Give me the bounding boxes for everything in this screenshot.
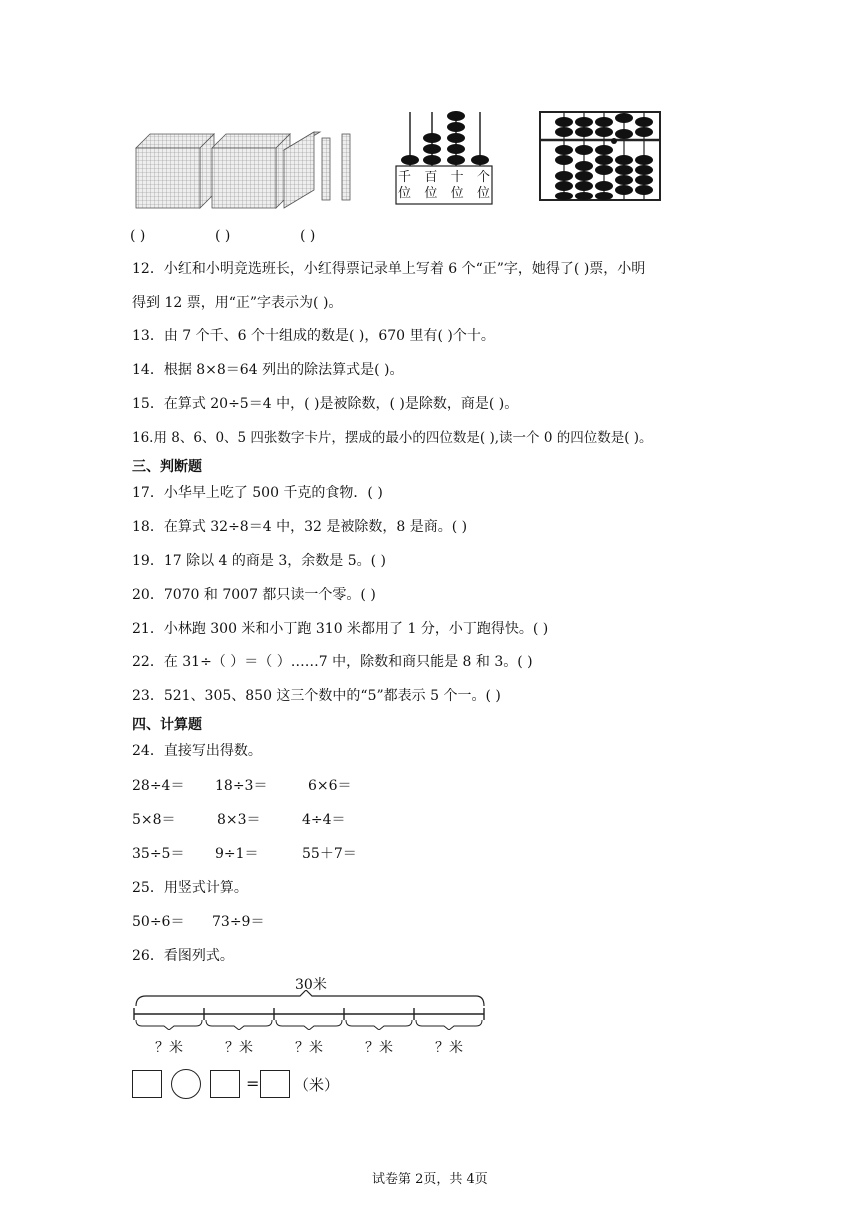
calc-item: 55＋7＝ <box>302 846 357 862</box>
q12-line2: 得到 12 票，用“正”字表示为( )。 <box>132 295 343 311</box>
ten-rod-2 <box>342 134 350 200</box>
q25-item-2: 73÷9＝ <box>212 914 265 930</box>
q23: 23．521、305、850 这三个数中的“5”都表示 5 个一。( ) <box>132 688 501 704</box>
segment-label: ？米 <box>435 1040 463 1056</box>
ten-rod-1 <box>322 138 330 200</box>
q19: 19．17 除以 4 的商是 3，余数是 5。( ) <box>132 553 386 569</box>
figure-blank-3[interactable]: ( ) <box>300 228 316 244</box>
q25-title: 25．用竖式计算。 <box>132 880 248 896</box>
q15: 15．在算式 20÷5＝4 中，( )是被除数，( )是除数，商是( )。 <box>132 396 519 412</box>
q17: 17．小华早上吃了 500 千克的食物．( ) <box>132 485 383 501</box>
answer-box-2[interactable] <box>210 1070 240 1098</box>
q24-title: 24．直接写出得数。 <box>132 743 262 759</box>
place-label-tens: 十 位 <box>450 170 464 201</box>
q20: 20．7070 和 7007 都只读一个零。( ) <box>132 587 376 603</box>
place-value-labels <box>398 170 490 202</box>
q22: 22．在 31÷（ ）＝（ ）……7 中，除数和商只能是 8 和 3。( ) <box>132 654 533 670</box>
q26-title: 26．看图列式。 <box>132 948 234 964</box>
calc-item: 9÷1＝ <box>215 846 259 862</box>
place-label-ones: 个 位 <box>476 170 490 201</box>
page-footer: 试卷第 2页，共 4页 <box>372 1172 488 1187</box>
calc-item: 35÷5＝ <box>132 846 185 862</box>
q16: 16.用 8、6、0、5 四张数字卡片，摆成的最小的四位数是( ),读一个 0 的四位数是( )。 <box>132 430 653 446</box>
thousand-cube-1 <box>136 134 214 208</box>
calc-item: 6×6＝ <box>308 778 352 794</box>
base-ten-blocks-figure <box>130 128 360 210</box>
q14: 14．根据 8×8＝64 列出的除法算式是( )。 <box>132 362 404 378</box>
place-label-hundreds: 百 位 <box>424 170 438 201</box>
q12-line1: 12．小红和小明竞选班长，小红得票记录单上写着 6 个“正”字，她得了( )票，小明 <box>132 261 646 277</box>
segment-label: ？米 <box>225 1040 253 1056</box>
calc-item: 4÷4＝ <box>302 812 346 828</box>
figure-blank-1[interactable]: ( ) <box>130 228 146 244</box>
q21: 21．小林跑 300 米和小丁跑 310 米都用了 1 分，小丁跑得快。( ) <box>132 621 549 637</box>
calc-item: 28÷4＝ <box>132 778 185 794</box>
thousand-cube-2 <box>212 134 290 208</box>
calc-item: 5×8＝ <box>132 812 176 828</box>
unit-label: （米） <box>294 1076 340 1094</box>
place-label-thousands: 千 位 <box>398 170 412 201</box>
segment-diagram <box>130 990 490 1030</box>
figure-blank-2[interactable]: ( ) <box>215 228 231 244</box>
answer-box-result[interactable] <box>260 1070 290 1098</box>
q25-item-1: 50÷6＝ <box>132 914 185 930</box>
q18: 18．在算式 32÷8＝4 中，32 是被除数，8 是商。( ) <box>132 519 468 535</box>
segment-label: ？米 <box>365 1040 393 1056</box>
operator-circle[interactable] <box>171 1069 201 1099</box>
segment-label: ？米 <box>295 1040 323 1056</box>
section3-title: 三、判断题 <box>132 459 202 475</box>
section4-title: 四、计算题 <box>132 717 202 733</box>
calc-item: 18÷3＝ <box>215 778 268 794</box>
segment-label: ？米 <box>155 1040 183 1056</box>
equals-sign: = <box>246 1074 260 1093</box>
calc-item: 8×3＝ <box>217 812 261 828</box>
q13: 13．由 7 个千、6 个十组成的数是( )，670 里有( )个十。 <box>132 328 495 344</box>
total-length-label: 30米 <box>295 977 327 993</box>
answer-box-1[interactable] <box>132 1070 162 1098</box>
abacus-figure <box>538 110 662 202</box>
